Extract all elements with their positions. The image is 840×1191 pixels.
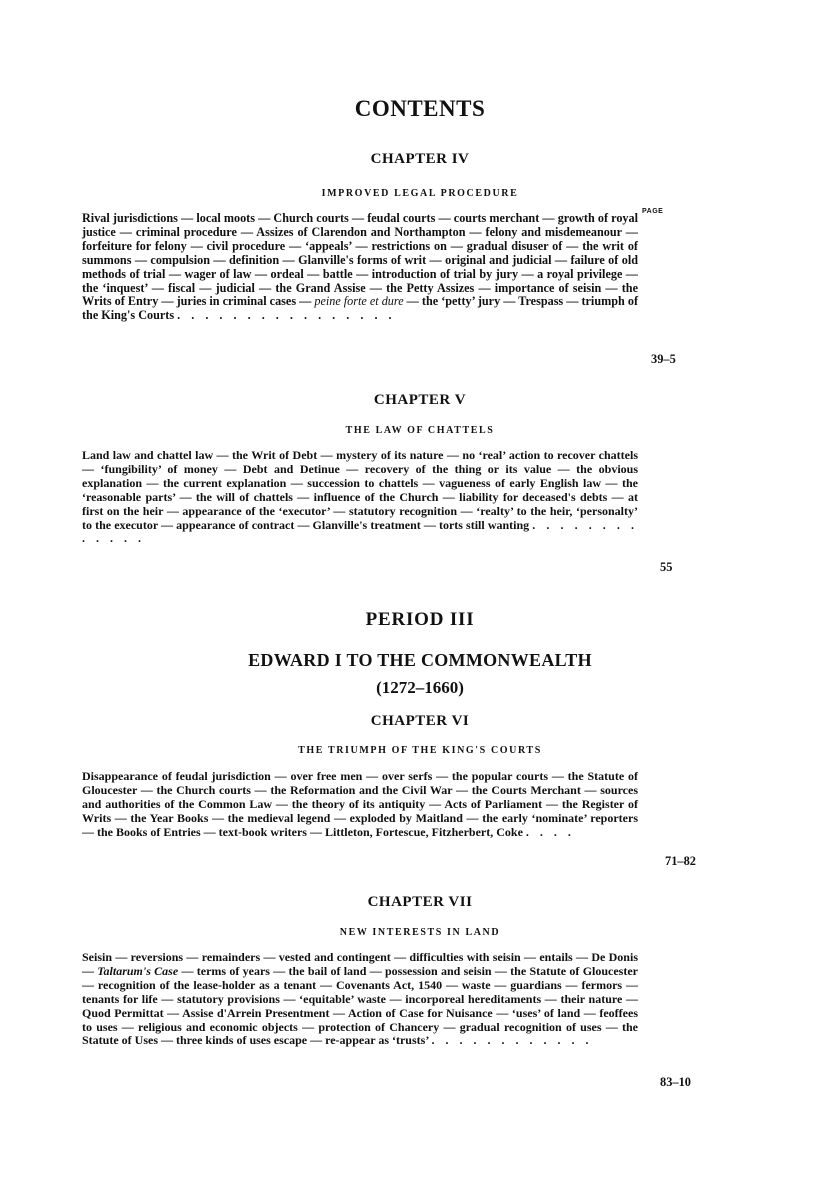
- chapter-iv-pages: 39–5: [651, 352, 676, 366]
- chapter-vi-pages: 71–82: [665, 854, 696, 868]
- chapter-v-subtitle: THE LAW OF CHATTELS: [345, 425, 495, 436]
- contents-title: CONTENTS: [354, 96, 486, 121]
- chapter-vii-text: Seisin — reversions — remainders — vested and contingent — difficulties with seisin — entails — De Donis —: [82, 950, 638, 978]
- chapter-iv-leader-dots: . . . . . . . . . . . . . . . .: [177, 308, 396, 323]
- chapter-vii-text-italic: Taltarum's Case: [97, 963, 179, 978]
- chapter-vi-heading: CHAPTER VI: [370, 713, 470, 729]
- chapter-vi-synopsis: [82, 770, 638, 840]
- chapter-v-leader-dots: . . . . . . . . . . . . .: [82, 517, 639, 546]
- chapter-iv-text-tail: — the ‘petty’ jury — Trespass — triumph of the King's Courts: [82, 294, 639, 323]
- chapter-vii-subtitle: NEW INTERESTS IN LAND: [339, 927, 501, 938]
- chapter-iv-synopsis: [82, 212, 638, 323]
- chapter-iv-subtitle: IMPROVED LEGAL PROCEDURE: [321, 188, 519, 199]
- chapter-vii-pages: 83–10: [660, 1075, 691, 1089]
- period-heading: PERIOD III: [365, 609, 475, 630]
- chapter-iv-heading: CHAPTER IV: [370, 151, 470, 167]
- chapter-iv-text-italic: peine forte et dure: [314, 294, 404, 309]
- chapter-vi-subtitle: THE TRIUMPH OF THE KING'S COURTS: [298, 745, 542, 756]
- chapter-vii-synopsis: [82, 951, 638, 1048]
- period-years: (1272–1660): [376, 678, 464, 697]
- page-column-label: PAGE: [642, 208, 664, 215]
- chapter-vii-text-tail: — terms of years — the bail of land — possession and seisin — the Statute of Gloucester — recognition of the lease-holder as a tenant — Covenants Act, 1540 — waste — guardians — fermors — tenants for life — statutory provisions — ‘equitable’ waste — incorporeal hereditaments — their nature — Quod Permittat — Assise d'Arrein Presentment — Action of Case for Nuisance — ‘uses’ of land — feoffees to uses — religious and economic objects — protection of Chancery — gradual recognition of uses — the Statute of Uses — three kinds of uses escape — re-appear as ‘trusts’: [82, 963, 639, 1048]
- chapter-vii-heading: CHAPTER VII: [367, 894, 473, 910]
- chapter-vi-leader-dots: . . . .: [525, 824, 575, 839]
- chapter-iv-text: Rival jurisdictions — local moots — Church courts — feudal courts — courts merchant — growth of royal justice — criminal procedure — Assizes of Clarendon and Northampton — felony and misdemeanour — forfeiture for felony — civil procedure — ‘appeals’ — restrictions on — gradual disuser of — the writ of summons — compulsion — definition — Glanville's forms of writ — original and judicial — failure of old methods of trial — wager of law — ordeal — battle — introduction of trial by jury — a royal privilege — the ‘inquest’ — fiscal — judicial — the Grand Assise — the Petty Assizes — importance of seisin — the Writs of Entry — juries in criminal cases —: [82, 211, 638, 309]
- chapter-v-text: Land law and chattel law — the Writ of Debt — mystery of its nature — no ‘real’ action to recover chattels — ‘fungibility’ of money — Debt and Detinue — recovery of the thing or its value — the obvious explanation — the current explanation — succession to chattels — vagueness of early English law — the ‘reasonable parts’ — the will of chattels — influence of the Church — liability for deceased's debts — at first on the heir — appearance of the ‘executor’ — statutory recognition — ‘realty’ to the heir, ‘personalty’ to the executor — appearance of contract — Glanville's treatment — torts still wanting: [82, 448, 638, 532]
- chapter-v-pages: 55: [660, 560, 673, 574]
- chapter-v-heading: CHAPTER V: [373, 392, 467, 408]
- period-title: EDWARD I TO THE COMMONWEALTH: [248, 650, 592, 670]
- chapter-vii-leader-dots: . . . . . . . . . . . .: [431, 1033, 593, 1048]
- chapter-vi-text: Disappearance of feudal jurisdiction — over free men — over serfs — the popular courts — the Statute of Gloucester — the Church courts — the Reformation and the Civil War — the Courts Merchant — sources and authorities of the Common Law — the theory of its antiquity — Acts of Parliament — the Register of Writs — the Year Books — the medieval legend — exploded by Maitland — the early ‘nominate’ reporters — the Books of Entries — text-book writers — Littleton, Fortescue, Fitzherbert, Coke: [82, 769, 638, 839]
- chapter-v-synopsis: [82, 449, 638, 546]
